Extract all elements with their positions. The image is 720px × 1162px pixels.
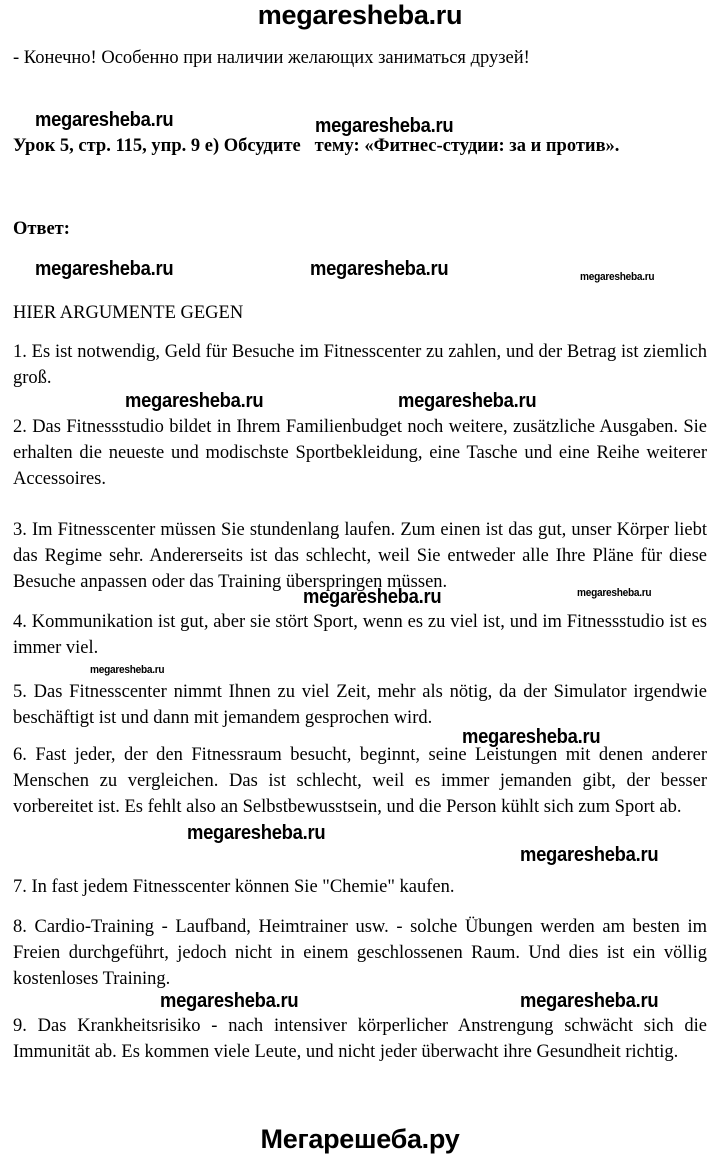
- section-title: HIER ARGUMENTE GEGEN: [13, 303, 244, 323]
- watermark: megaresheba.ru: [310, 258, 449, 280]
- argument-item: 1. Es ist notwendig, Geld für Besuche im Fitnesscenter zu zahlen, und der Betrag ist ziemlich groß.: [13, 342, 707, 388]
- watermark: megaresheba.ru: [520, 990, 659, 1012]
- argument-item: 9. Das Krankheitsrisiko - nach intensiver körperlicher Anstrengung schwächt sich die Immunität ab. Es kommen viele Leute, und nicht jeder überwacht ihre Gesundheit richtig.: [13, 1016, 707, 1062]
- watermark: megaresheba.ru: [35, 109, 174, 131]
- argument-item: 7. In fast jedem Fitnesscenter können Sie "Chemie" kaufen.: [13, 877, 455, 897]
- argument-item: 4. Kommunikation ist gut, aber sie stört Sport, wenn es zu viel ist, und im Fitnessstudio ist es immer viel.: [13, 612, 707, 658]
- answer-label: Ответ:: [13, 219, 70, 239]
- watermark: megaresheba.ru: [90, 664, 165, 676]
- watermark: megaresheba.ru: [520, 844, 659, 866]
- argument-item: 2. Das Fitnessstudio bildet in Ihrem Familienbudget noch weitere, zusätzliche Ausgaben. Sie erhalten die neueste und modischste Sportbekleidung, eine Tasche und eine Reihe weiterer Accessoires.: [13, 417, 707, 489]
- watermark: megaresheba.ru: [577, 587, 652, 599]
- argument-item: 6. Fast jeder, der den Fitnessraum besucht, beginnt, seine Leistungen mit denen anderer Menschen zu vergleichen. Das ist schlecht, weil es immer jemanden gibt, der besser vorbereitet ist. Es fehlt also an Selbstbewusstsein, und die Person kühlt sich zum Sport ab.: [13, 745, 707, 817]
- footer-site-link[interactable]: Мегарешеба.ру: [260, 1124, 460, 1154]
- argument-item: 8. Cardio-Training - Laufband, Heimtrainer usw. - solche Übungen werden am besten im Freien durchgeführt, jedoch nicht in einem geschlossenen Raum. Und dies ist ein völlig kostenloses Training.: [13, 917, 707, 989]
- watermark: megaresheba.ru: [187, 822, 326, 844]
- watermark: megaresheba.ru: [315, 115, 454, 137]
- watermark: megaresheba.ru: [398, 390, 537, 412]
- watermark: megaresheba.ru: [303, 586, 442, 608]
- header-site-link[interactable]: megaresheba.ru: [257, 0, 463, 30]
- watermark: megaresheba.ru: [125, 390, 264, 412]
- argument-item: 3. Im Fitnesscenter müssen Sie stundenlang laufen. Zum einen ist das gut, unser Körper liebt das Regime sehr. Andererseits ist das schlecht, weil Sie entweder alle Ihre Pläne für diese Besuche anpassen oder das Training überspringen müssen.: [13, 520, 707, 592]
- task-heading: Урок 5, стр. 115, упр. 9 е) Обсудите тему: «Фитнес-студии: за и против».: [13, 136, 620, 156]
- watermark: megaresheba.ru: [35, 258, 174, 280]
- watermark: megaresheba.ru: [580, 271, 655, 283]
- watermark: megaresheba.ru: [160, 990, 299, 1012]
- intro-text: - Конечно! Особенно при наличии желающих заниматься друзей!: [13, 48, 530, 68]
- watermark: megaresheba.ru: [462, 726, 601, 748]
- argument-item: 5. Das Fitnesscenter nimmt Ihnen zu viel Zeit, mehr als nötig, da der Simulator irgendwie beschäftigt ist und dann mit jemandem gesprochen wird.: [13, 682, 707, 728]
